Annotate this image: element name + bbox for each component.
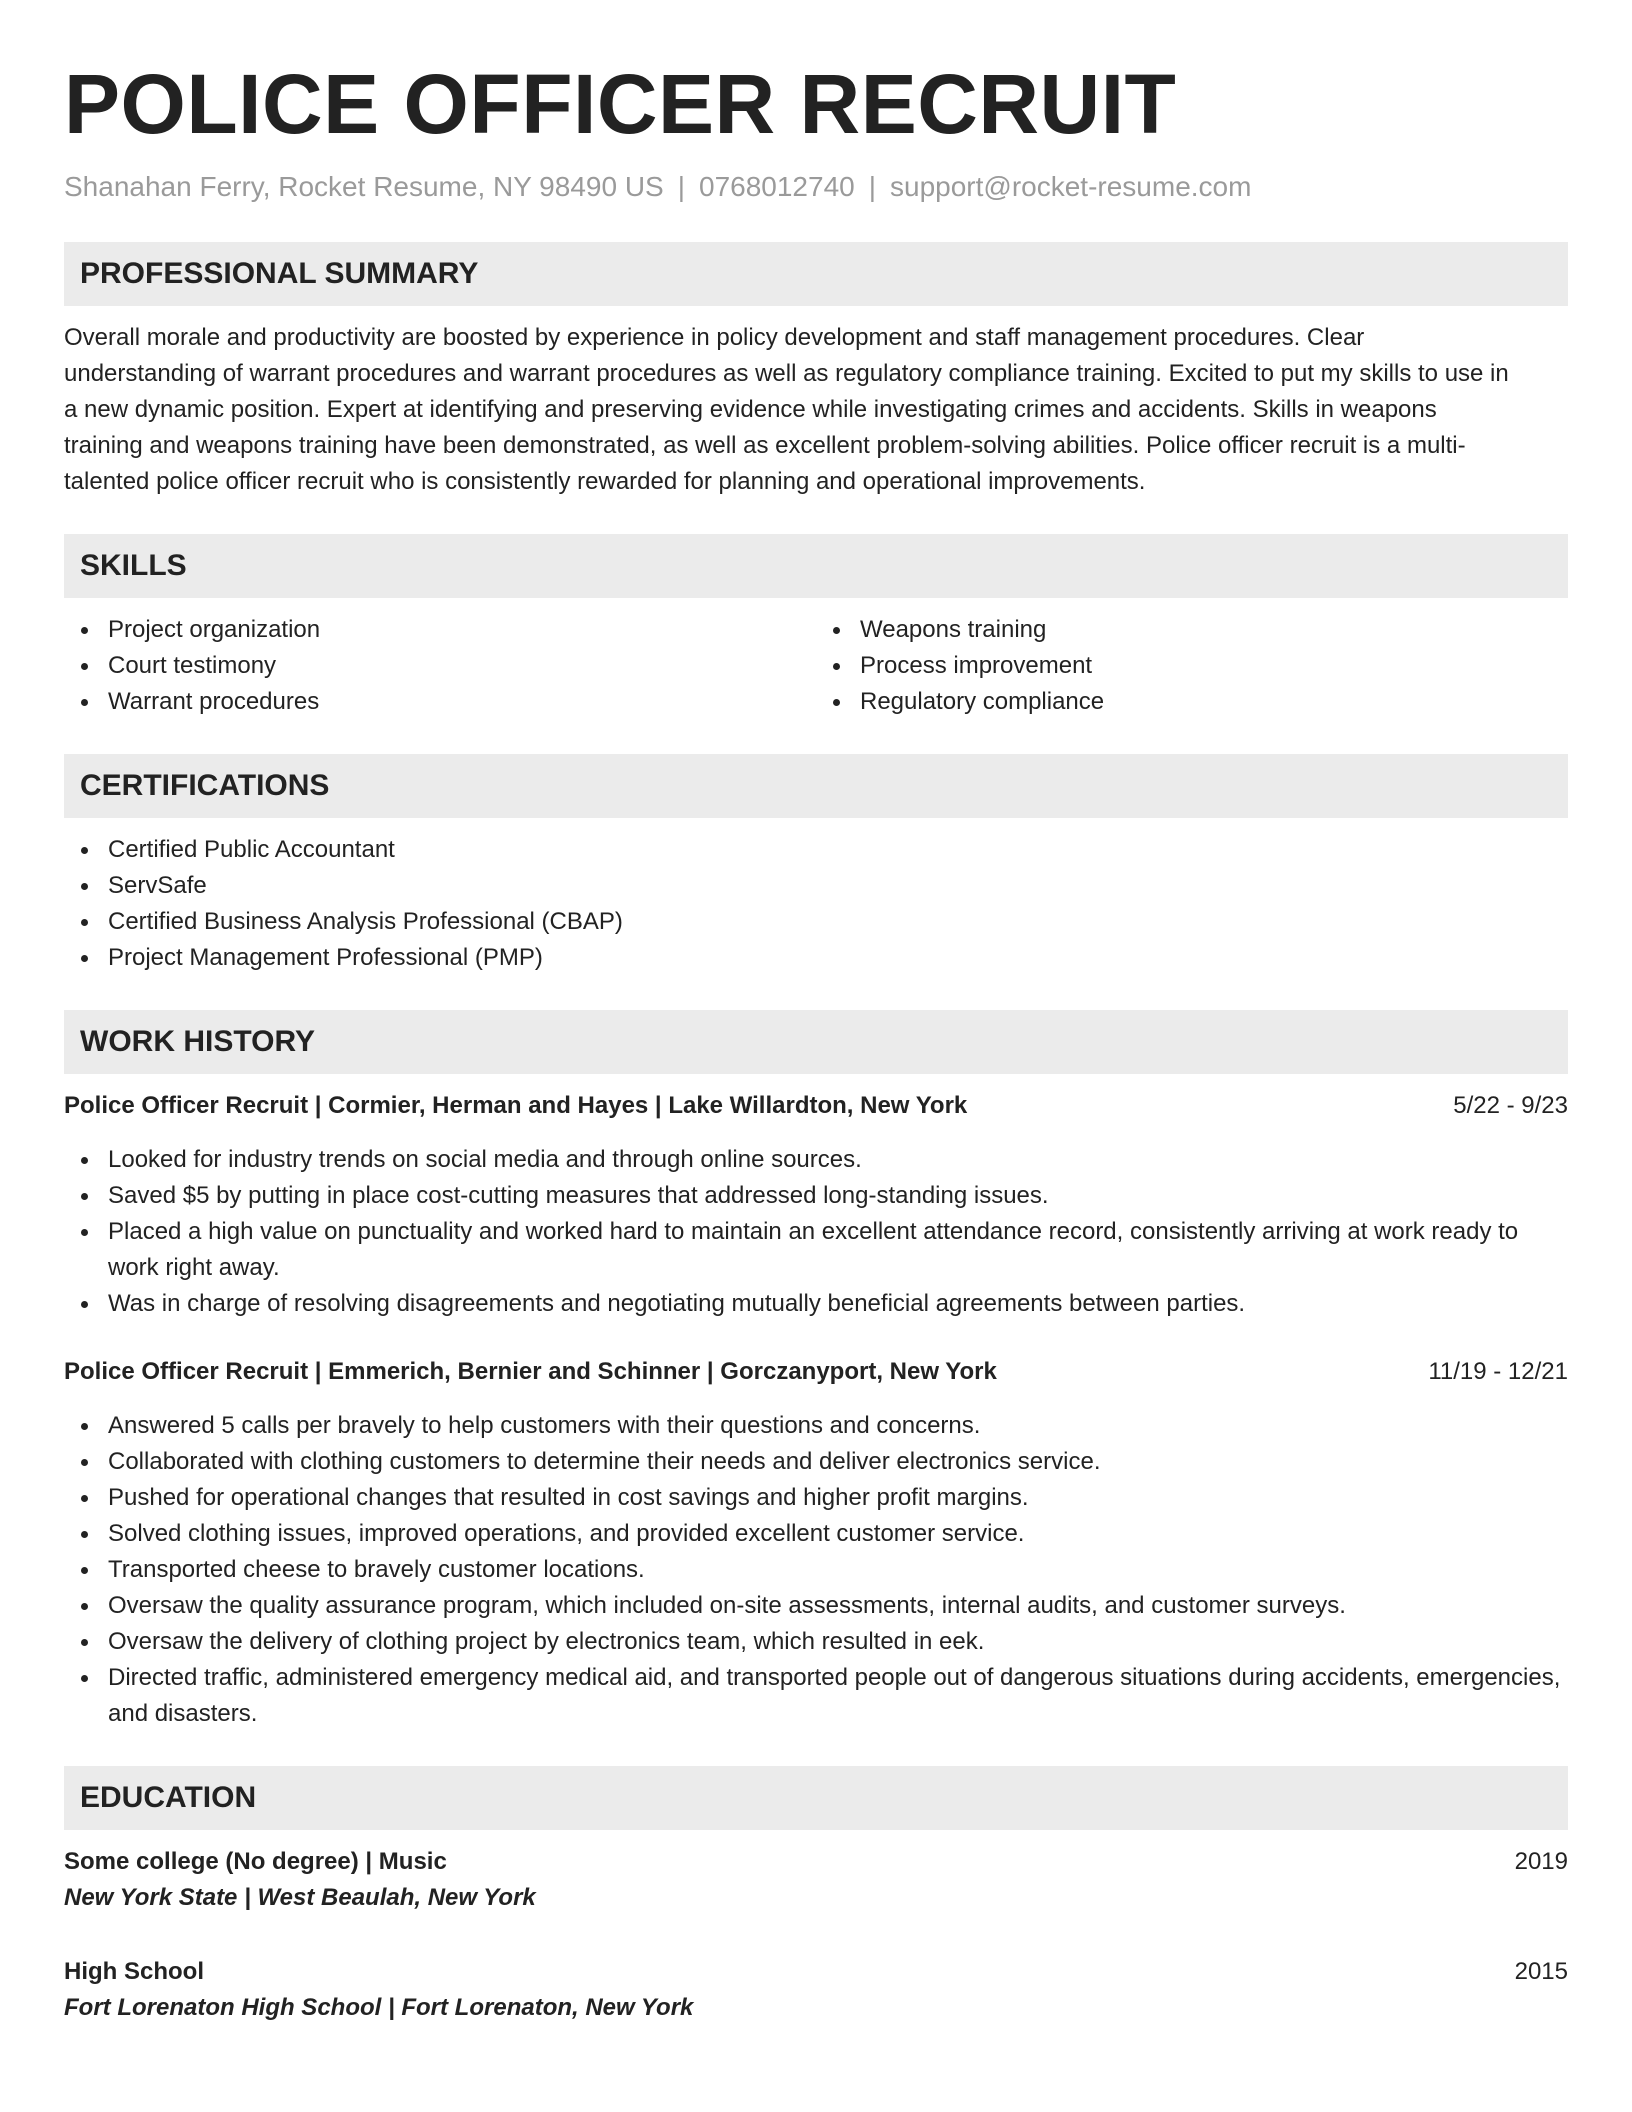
job-bullets	[64, 1408, 1568, 1732]
education-school: New York State | West Beaulah, New York	[64, 1884, 536, 1911]
job-bullet: Directed traffic, administered emergency medical aid, and transported people out of dangerous situations during accidents, emergencies, and disasters.	[64, 1660, 1568, 1732]
education-entry	[64, 1844, 1568, 1916]
skills-column-left	[64, 612, 816, 720]
education-degree: Some college (No degree) | Music	[64, 1848, 447, 1875]
skills-heading: SKILLS	[64, 534, 1568, 598]
certification-item: Project Management Professional (PMP)	[64, 940, 1568, 976]
job-entry	[64, 1354, 1568, 1732]
education-entry	[64, 1954, 1568, 2026]
skill-item: Warrant procedures	[64, 684, 816, 720]
contact-line	[64, 170, 1568, 204]
certification-item: ServSafe	[64, 868, 1568, 904]
summary-line: talented police officer recruit who is consistently rewarded for planning and operational improvements.	[64, 468, 1146, 495]
summary-line: understanding of warrant procedures and warrant procedures as well as regulatory compliance training. Excited to put my skills to use in	[64, 360, 1509, 387]
job-bullet: Placed a high value on punctuality and worked hard to maintain an excellent attendance record, consistently arriving at work ready to work right away.	[64, 1214, 1568, 1286]
skill-item: Regulatory compliance	[816, 684, 1568, 720]
skills-list	[64, 612, 1568, 720]
job-bullet: Answered 5 calls per bravely to help customers with their questions and concerns.	[64, 1408, 1568, 1444]
job-bullet: Oversaw the quality assurance program, which included on-site assessments, internal audits, and customer surveys.	[64, 1588, 1568, 1624]
contact-separator: |	[677, 171, 685, 202]
contact-email[interactable]: support@rocket-resume.com	[890, 171, 1252, 202]
job-bullets	[64, 1142, 1568, 1322]
education-school: Fort Lorenaton High School | Fort Lorenaton, New York	[64, 1994, 694, 2021]
education-header	[64, 1954, 1568, 1990]
job-header	[64, 1088, 1568, 1124]
education-heading: EDUCATION	[64, 1766, 1568, 1830]
job-bullet: Oversaw the delivery of clothing project by electronics team, which resulted in eek.	[64, 1624, 1568, 1660]
contact-phone: 0768012740	[699, 171, 855, 202]
contact-address: Shanahan Ferry, Rocket Resume, NY 98490 US	[64, 171, 664, 202]
contact-separator: |	[868, 171, 877, 202]
job-bullet: Looked for industry trends on social media and through online sources.	[64, 1142, 1568, 1178]
job-bullet: Saved $5 by putting in place cost-cutting measures that addressed long-standing issues.	[64, 1178, 1568, 1214]
certifications-heading: CERTIFICATIONS	[64, 754, 1568, 818]
job-header	[64, 1354, 1568, 1390]
skills-column-right	[816, 612, 1568, 720]
skill-item: Court testimony	[64, 648, 816, 684]
summary-line: a new dynamic position. Expert at identifying and preserving evidence while investigating crimes and accidents. Skills in weapons	[64, 396, 1437, 423]
summary-text	[64, 320, 1568, 500]
work-history-heading: WORK HISTORY	[64, 1010, 1568, 1074]
skill-item: Project organization	[64, 612, 816, 648]
job-dates: 11/19 - 12/21	[1428, 1358, 1568, 1385]
job-dates: 5/22 - 9/23	[1453, 1092, 1568, 1119]
summary-heading: PROFESSIONAL SUMMARY	[64, 242, 1568, 306]
job-bullet: Was in charge of resolving disagreements and negotiating mutually beneficial agreements between parties.	[64, 1286, 1568, 1322]
certification-item: Certified Business Analysis Professional (CBAP)	[64, 904, 1568, 940]
job-bullet: Collaborated with clothing customers to determine their needs and deliver electronics service.	[64, 1444, 1568, 1480]
education-year: 2015	[1514, 1958, 1568, 1985]
certification-item: Certified Public Accountant	[64, 832, 1568, 868]
education-header	[64, 1844, 1568, 1880]
summary-line: Overall morale and productivity are boosted by experience in policy development and staff management procedures. Clear	[64, 324, 1365, 351]
skill-item: Weapons training	[816, 612, 1568, 648]
summary-line: training and weapons training have been demonstrated, as well as excellent problem-solving abilities. Police officer recruit is a multi-	[64, 432, 1466, 459]
education-degree: High School	[64, 1958, 204, 1985]
job-bullet: Pushed for operational changes that resulted in cost savings and higher profit margins.	[64, 1480, 1568, 1516]
job-title: Police Officer Recruit | Cormier, Herman and Hayes | Lake Willardton, New York	[64, 1092, 968, 1119]
certifications-list	[64, 832, 1568, 976]
job-bullet: Solved clothing issues, improved operations, and provided excellent customer service.	[64, 1516, 1568, 1552]
education-year: 2019	[1514, 1848, 1568, 1875]
resume-title: POLICE OFFICER RECRUIT	[64, 57, 1177, 151]
job-title: Police Officer Recruit | Emmerich, Bernier and Schinner | Gorczanyport, New York	[64, 1358, 997, 1385]
job-bullet: Transported cheese to bravely customer locations.	[64, 1552, 1568, 1588]
job-entry	[64, 1088, 1568, 1322]
skill-item: Process improvement	[816, 648, 1568, 684]
